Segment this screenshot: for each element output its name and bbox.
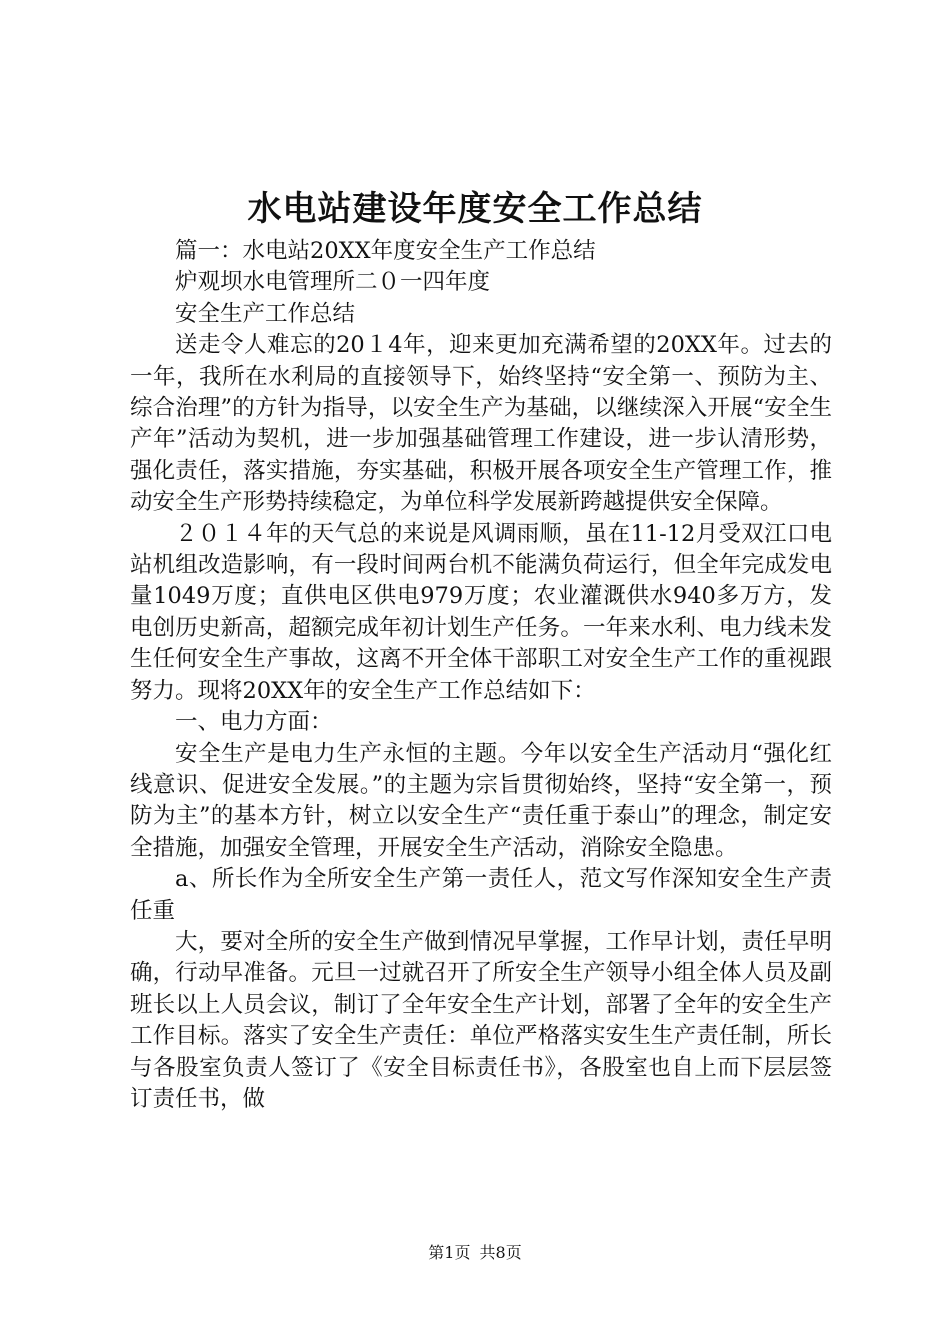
section-heading: 一、电力方面： bbox=[175, 709, 333, 736]
document-body bbox=[130, 236, 832, 1115]
paragraph: 安全生产是电力生产永恒的主题。今年以安全生产活动月“强化红线意识、促进安全发展。”的主题为宗旨贯彻始终，坚持“安全第一，预防为主”的基本方针，树立以安全生产“责任重于泰山”的理念，制定安全措施，加强安全管理，开展安全生产活动，消除安全隐患。 bbox=[130, 740, 832, 861]
paragraph-organization: 炉观坝水电管理所二０一四年度 bbox=[175, 269, 491, 296]
page-footer bbox=[0, 1243, 950, 1263]
page-number: 第1页 bbox=[428, 1243, 471, 1262]
paragraph: a、所长作为全所安全生产第一责任人，范文写作深知安全生产责任重 bbox=[130, 866, 832, 924]
page-total: 共8页 bbox=[479, 1243, 522, 1262]
paragraph: ２０１４年的天气总的来说是风调雨顺，虽在11-12月受双江口电站机组改造影响，有一段时间两台机不能满负荷运行，但全年完成发电量1049万度；直供电区供电979万度；农业灌溉供水940多万方，发电创历史新高，超额完成年初计划生产任务。一年来水利、电力线未发生任何安全生产事故，这离不开全体干部职工对安全生产工作的重视跟努力。现将20XX年的安全生产工作总结如下： bbox=[130, 520, 832, 704]
paragraph: 大，要对全所的安全生产做到情况早掌握，工作早计划，责任早明确，行动早准备。元旦一过就召开了所安全生产领导小组全体人员及副班长以上人员会议，制订了全年安全生产计划，部署了全年的安全生产工作目标。落实了安全生产责任：单位严格落实安生生产责任制，所长与各股室负责人签订了《安全目标责任书》，各股室也自上而下层层签订责任书，做 bbox=[130, 928, 832, 1112]
paragraph: 送走令人难忘的20１4年，迎来更加充满希望的20XX年。过去的一年，我所在水利局的直接领导下，始终坚持“安全第一、预防为主、综合治理”的方针为指导，以安全生产为基础，以继续深入开展“安全生产年”活动为契机，进一步加强基础管理工作建设，进一步认清形势，强化责任，落实措施，夯实基础，积极开展各项安全生产管理工作，推动安全生产形势持续稳定，为单位科学发展新跨越提供安全保障。 bbox=[130, 332, 832, 516]
document-title: 水电站建设年度安全工作总结 bbox=[247, 189, 703, 229]
paragraph-heading: 安全生产工作总结 bbox=[175, 300, 356, 327]
paragraph-subtitle: 篇一：水电站20XX年度安全生产工作总结 bbox=[175, 238, 596, 264]
